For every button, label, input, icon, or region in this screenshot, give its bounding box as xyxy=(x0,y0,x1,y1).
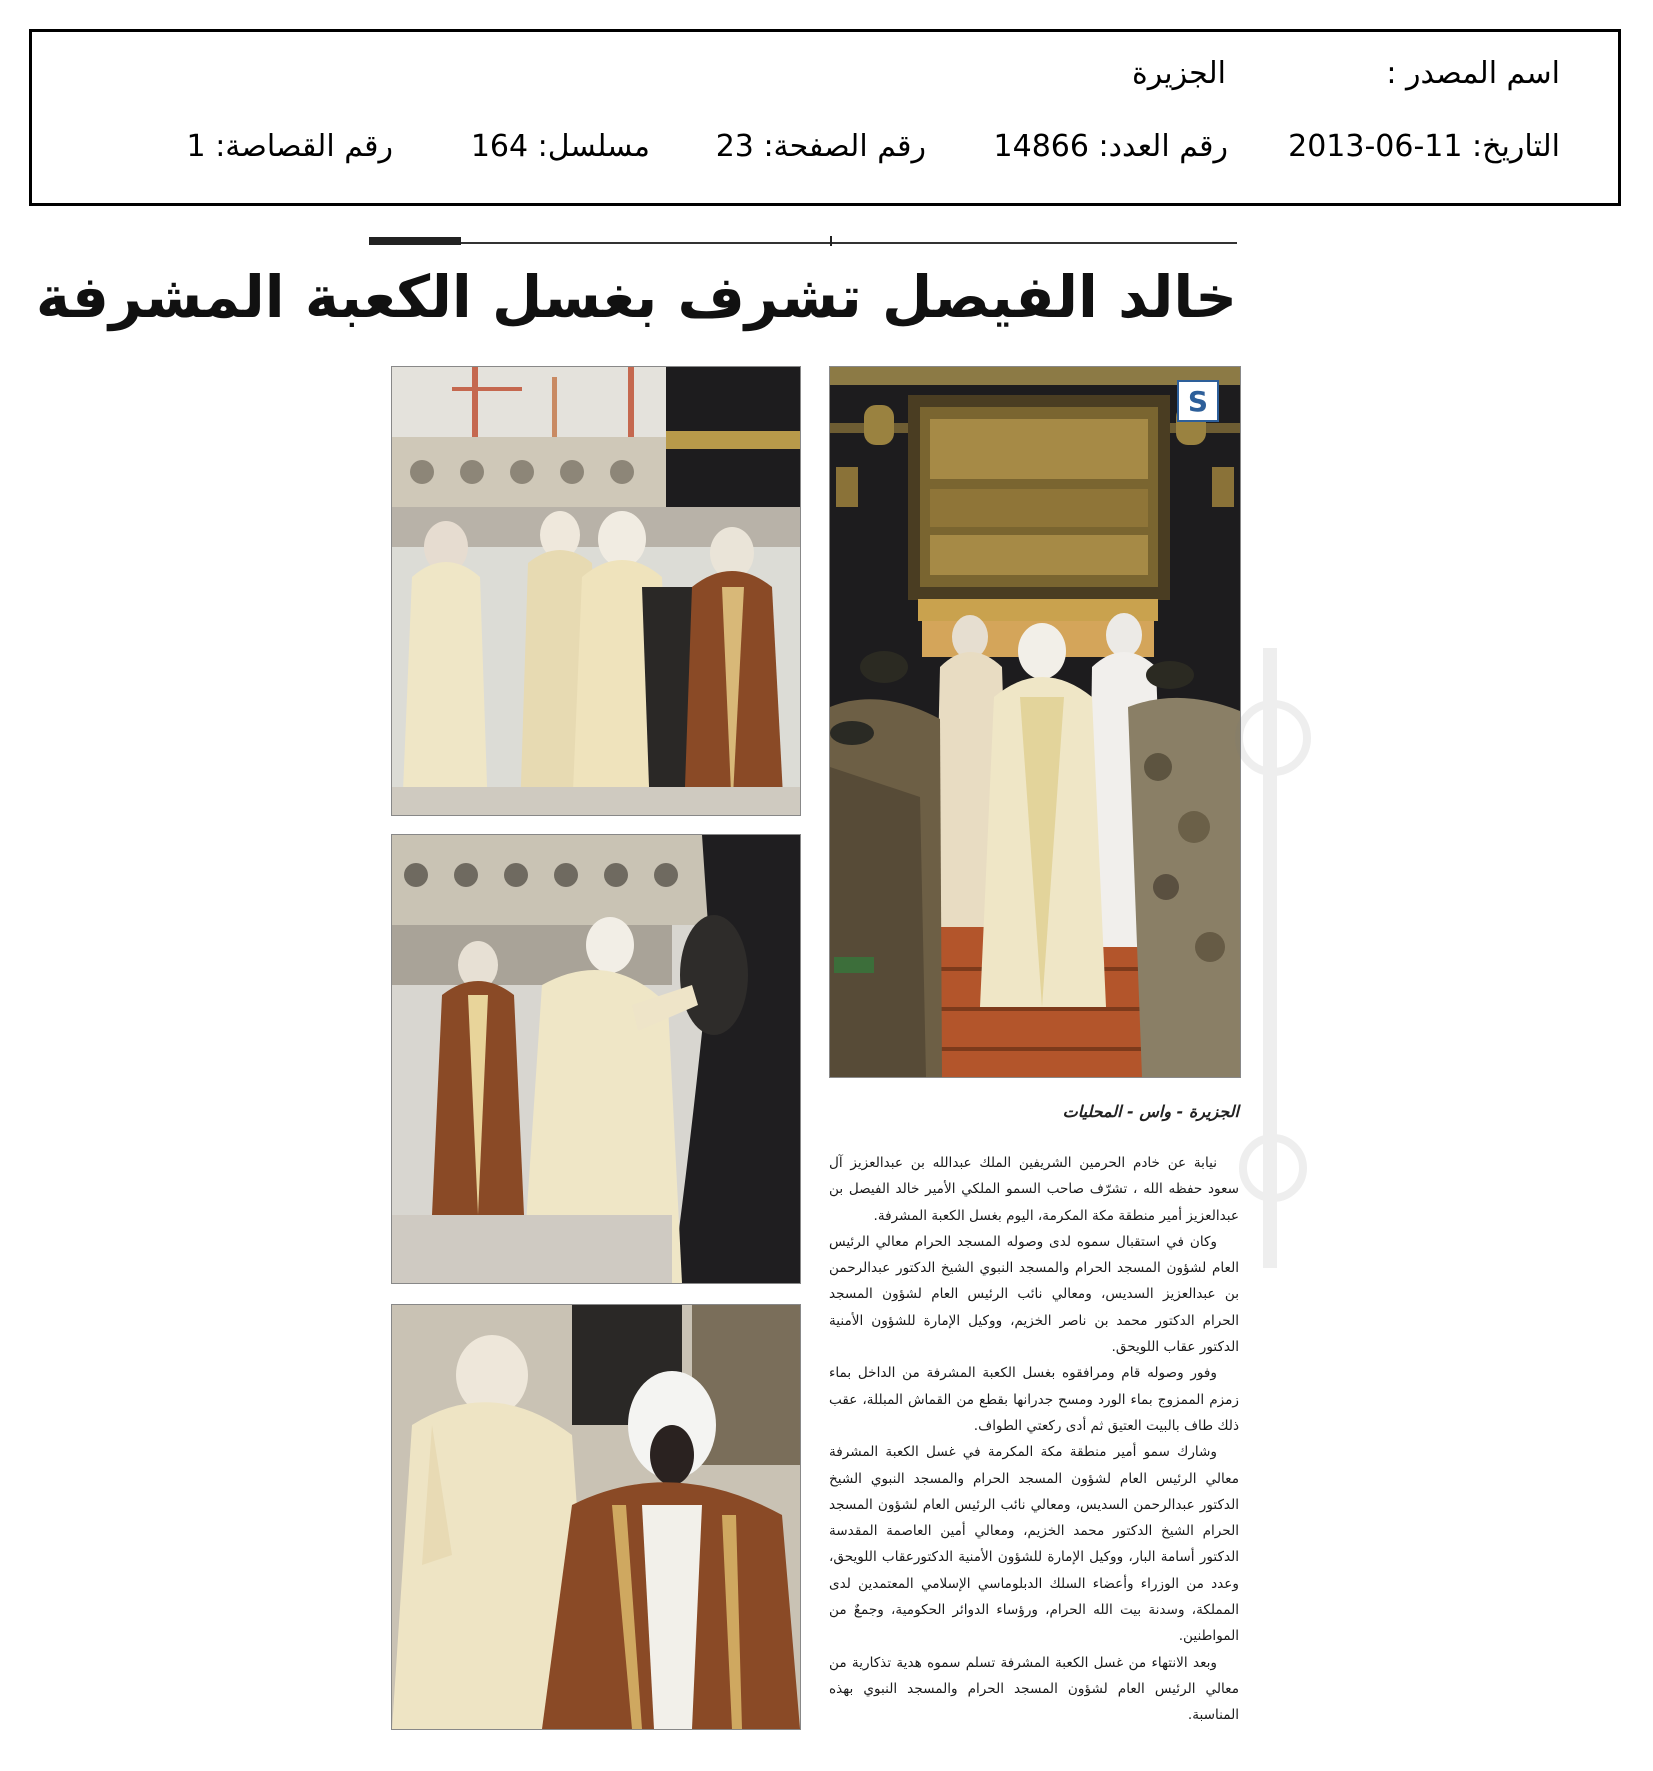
issue-field xyxy=(994,129,1228,164)
date-label: التاريخ: xyxy=(1472,129,1560,164)
article-paragraph: وبعد الانتهاء من غسل الكعبة المشرفة تسلم سموه هدية تذكارية من معالي الرئيس العام لشؤون المسجد الحرام والمسجد النبوي بهذه المناسبة. xyxy=(829,1654,1239,1724)
article-paragraph: وفور وصوله قام ومرافقوه بغسل الكعبة المشرفة من الداخل بماء زمزم الممزوج بماء الورد ومسح جدرانها بقطع من القماش المبللة، عقب ذلك طاف بالبيت العتيق ثم أدى ركعتي الطواف. xyxy=(829,1365,1239,1434)
newspaper-clipping xyxy=(35,236,1241,1766)
serial-label: مسلسل: xyxy=(537,129,650,164)
clip-value: 1 xyxy=(186,129,206,164)
page-label: رقم الصفحة: xyxy=(763,129,926,164)
date-field xyxy=(1288,129,1560,164)
photo-procession-image xyxy=(392,367,800,815)
source-label: اسم المصدر : xyxy=(1386,56,1560,91)
serial-value: 164 xyxy=(470,129,529,164)
source-metadata-box xyxy=(29,29,1621,206)
photo-kaaba-corner-image xyxy=(392,835,800,1283)
article-headline: خالد الفيصل تشرف بغسل الكعبة المشرفة xyxy=(35,263,1237,331)
top-rule-tick xyxy=(830,236,832,246)
watermark-graphic xyxy=(1233,648,1313,1268)
source-field xyxy=(1386,56,1560,91)
newspaper-logo-icon: S xyxy=(1187,385,1209,418)
article-paragraph: نيابة عن خادم الحرمين الشريفين الملك عبدالله بن عبدالعزيز آل سعود حفظه الله ، تشرّف صاحب السمو الملكي الأمير خالد الفيصل بن عبدالعزيز أمير منطقة مكة المكرمة، اليوم بغسل الكعبة المشرفة. xyxy=(829,1155,1239,1224)
top-rule-accent xyxy=(369,237,461,245)
page-field xyxy=(716,129,926,164)
photo-kaaba-door xyxy=(829,366,1241,1078)
top-rule xyxy=(369,242,1237,244)
article-byline: الجزيرة - واس - المحليات xyxy=(1062,1102,1239,1121)
issue-label: رقم العدد: xyxy=(1098,129,1228,164)
date-value: 2013-06-11 xyxy=(1288,129,1463,164)
article-body xyxy=(829,1150,1239,1729)
photo-kaaba-corner xyxy=(391,834,801,1284)
clip-label: رقم القصاصة: xyxy=(215,129,393,164)
photo-kaaba-door-image xyxy=(830,367,1240,1077)
clip-field xyxy=(187,129,393,164)
serial-field xyxy=(471,129,650,164)
source-value: الجزيرة xyxy=(1131,56,1226,91)
photo-sheikh-seated-image xyxy=(392,1305,800,1729)
article-paragraph: وشارك سمو أمير منطقة مكة المكرمة في غسل الكعبة المشرفة معالي الرئيس العام لشؤون المسجد الحرام والمسجد النبوي الشيخ الدكتور عبدالرحمن السديس، ومعالي نائب الرئيس العام لشؤون المسجد الحرام الشيخ الدكتور محمد الخزيم، ومعالي أمين العاصمة المقدسة الدكتور أسامة البار، ووكيل الإمارة للشؤون الأمنية الدكتورعقاب اللويحق، وعدد من الوزراء وأعضاء السلك الدبلوماسي الإسلامي المعتمدين لدى المملكة، وسدنة بيت الله الحرام، ورؤساء الدوائر الحكومية، وجمعٌ من المواطنين. xyxy=(829,1444,1239,1645)
page-value: 23 xyxy=(715,129,754,164)
issue-value: 14866 xyxy=(993,129,1089,164)
photo-procession xyxy=(391,366,801,816)
article-paragraph: وكان في استقبال سموه لدى وصوله المسجد الحرام معالي الرئيس العام لشؤون المسجد الحرام والمسجد النبوي الشيخ الدكتور عبدالرحمن بن عبدالعزيز السديس، ومعالي نائب الرئيس العام لشؤون المسجد الحرام الدكتور محمد بن ناصر الخزيم، ووكيل الإمارة للشؤون الأمنية الدكتور عقاب اللويحق. xyxy=(829,1233,1239,1356)
photo-sheikh-seated xyxy=(391,1304,801,1730)
